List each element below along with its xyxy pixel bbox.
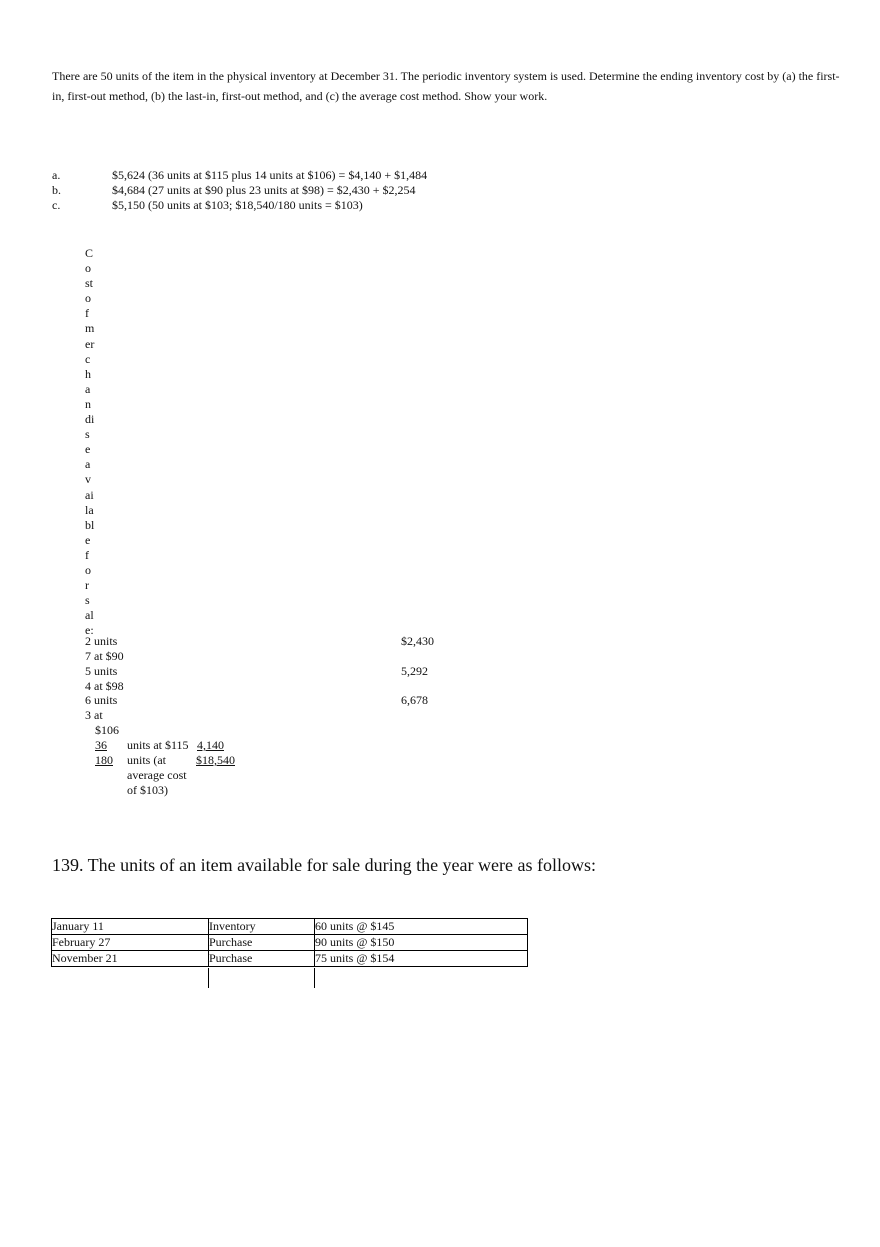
row2-line1: 5 units — [85, 664, 118, 678]
row5-qty: 180 — [95, 753, 113, 767]
heading-fragment: e — [85, 532, 91, 547]
table-row — [52, 935, 528, 951]
row2-amount: 5,292 — [401, 664, 428, 678]
table-cell-detail: 75 units @ $154 — [315, 951, 528, 967]
table-cell-detail: 60 units @ $145 — [315, 919, 528, 935]
heading-fragment: ai — [85, 487, 94, 502]
heading-fragment: m — [85, 321, 95, 336]
cost-of-merchandise-heading — [85, 246, 107, 638]
table-divider-line — [314, 968, 315, 988]
heading-fragment: di — [85, 412, 95, 427]
row1-line2: 7 at $90 — [85, 649, 124, 663]
answer-c-text: $5,150 (50 units at $103; $18,540/180 units = $103) — [112, 198, 363, 212]
row5-desc-line3: of $103) — [127, 783, 168, 797]
heading-fragment: s — [85, 427, 90, 442]
table-cell-date: February 27 — [52, 935, 209, 951]
heading-fragment: a — [85, 381, 91, 396]
row5-amount: $18,540 — [196, 753, 235, 767]
table-cell-type: Purchase — [209, 951, 315, 967]
row4-qty: 36 — [95, 738, 107, 752]
row3-line2: 3 at — [85, 708, 103, 722]
row1-line1: 2 units — [85, 634, 118, 648]
heading-fragment: v — [85, 472, 91, 487]
answer-b-letter: b. — [52, 183, 61, 197]
heading-fragment: er — [85, 336, 95, 351]
heading-fragment: bl — [85, 517, 95, 532]
heading-fragment: st — [85, 276, 94, 291]
table-cell-type: Purchase — [209, 935, 315, 951]
heading-fragment: e — [85, 442, 91, 457]
table-cell-detail: 90 units @ $150 — [315, 935, 528, 951]
answer-a-text: $5,624 (36 units at $115 plus 14 units at $106) = $4,140 + $1,484 — [112, 168, 428, 182]
row4-desc: units at $115 — [127, 738, 189, 752]
heading-fragment: la — [85, 502, 94, 517]
heading-fragment: a — [85, 457, 91, 472]
heading-fragment: r — [85, 578, 89, 593]
row1-amount: $2,430 — [401, 634, 434, 648]
table-row — [52, 951, 528, 967]
heading-fragment: f — [85, 306, 89, 321]
heading-fragment: f — [85, 547, 89, 562]
answer-a-letter: a. — [52, 168, 61, 182]
problem-intro: There are 50 units of the item in the physical inventory at December 31. The periodic inventory system is used. Determine the ending inventory cost by (a) the first-in, first-out method, (b) the last-in, first-out method, and (c) the average cost method. Show your work. — [52, 69, 840, 103]
heading-fragment: al — [85, 608, 94, 623]
row3-line1: 6 units — [85, 693, 118, 707]
question-139: 139. The units of an item available for sale during the year were as follows: — [52, 855, 596, 875]
heading-fragment: e: — [85, 623, 94, 638]
heading-fragment: o — [85, 291, 91, 306]
table-divider-line — [208, 968, 209, 988]
heading-fragment: o — [85, 562, 91, 577]
row2-line2: 4 at $98 — [85, 679, 124, 693]
heading-fragment: s — [85, 593, 90, 608]
table-cell-date: January 11 — [52, 919, 209, 935]
answer-b-text: $4,684 (27 units at $90 plus 23 units at $98) = $2,430 + $2,254 — [112, 183, 416, 197]
heading-fragment: o — [85, 261, 91, 276]
row3-line3: $106 — [95, 723, 119, 737]
inventory-table — [51, 918, 528, 967]
heading-fragment: C — [85, 246, 94, 260]
table-cell-date: November 21 — [52, 951, 209, 967]
heading-fragment: h — [85, 366, 91, 381]
row4-amount: 4,140 — [197, 738, 224, 752]
row5-desc-line1: units (at — [127, 753, 166, 767]
row3-amount: 6,678 — [401, 693, 428, 707]
row5-desc-line2: average cost — [127, 768, 187, 782]
answer-c-letter: c. — [52, 198, 61, 212]
heading-fragment: n — [85, 396, 91, 411]
table-cell-type: Inventory — [209, 919, 315, 935]
heading-fragment: c — [85, 351, 91, 366]
table-row — [52, 919, 528, 935]
